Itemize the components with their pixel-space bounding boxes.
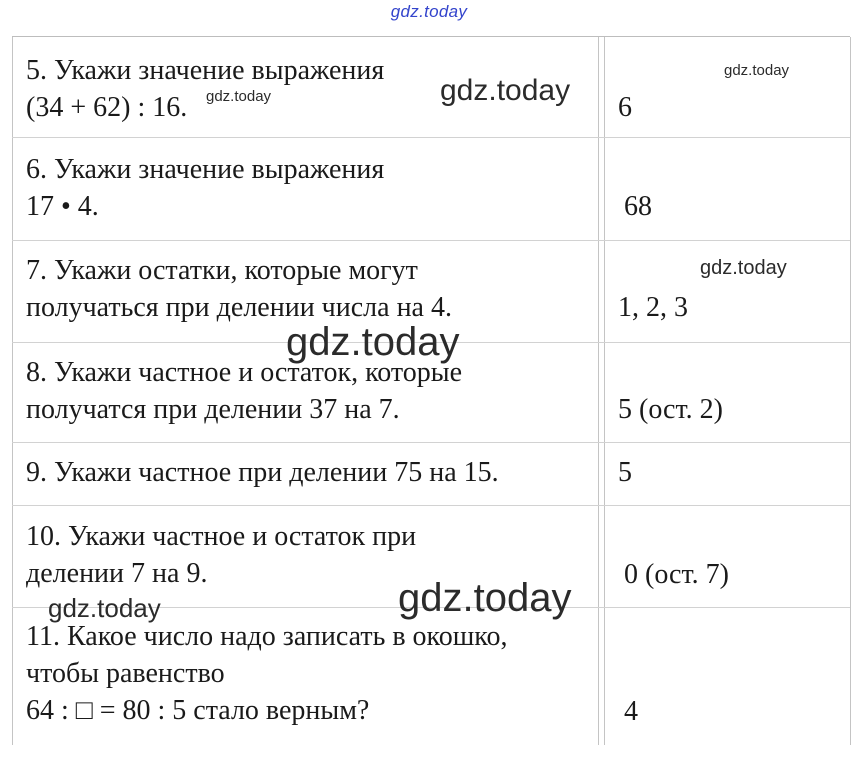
watermark: gdz.today bbox=[700, 257, 787, 279]
answer-cell: 6 bbox=[618, 92, 632, 123]
table-left-border bbox=[12, 37, 13, 745]
question-line: (34 + 62) : 16. bbox=[26, 92, 188, 123]
row-divider bbox=[12, 442, 850, 443]
question-line: получатся при делении 37 на 7. bbox=[26, 394, 400, 425]
table-row-question bbox=[26, 618, 507, 729]
table-row-question bbox=[26, 252, 452, 326]
question-line: 9. Укажи частное при делении 75 на 15. bbox=[26, 457, 499, 488]
answer-cell: 68 bbox=[624, 191, 652, 222]
answer-cell: 0 (ост. 7) bbox=[624, 559, 729, 590]
question-line: чтобы равенство bbox=[26, 658, 225, 689]
question-line: получаться при делении числа на 4. bbox=[26, 292, 452, 323]
question-line: 17 • 4. bbox=[26, 191, 99, 222]
row-divider bbox=[12, 505, 850, 506]
question-line: 10. Укажи частное и остаток при bbox=[26, 521, 417, 552]
watermark: gdz.today bbox=[724, 62, 790, 79]
table-top-border bbox=[12, 36, 850, 37]
watermark: gdz.today bbox=[48, 593, 161, 623]
question-line: 6. Укажи значение выражения bbox=[26, 154, 385, 185]
question-line: 7. Укажи остатки, которые могут bbox=[26, 255, 418, 286]
column-divider-1 bbox=[598, 37, 599, 745]
question-line: 64 : □ = 80 : 5 стало верным? bbox=[26, 695, 370, 726]
row-divider bbox=[12, 240, 850, 241]
column-divider-2 bbox=[604, 37, 605, 745]
question-line: 5. Укажи значение выражения bbox=[26, 55, 385, 86]
table-row-question bbox=[26, 151, 384, 225]
question-line: делении 7 на 9. bbox=[26, 558, 208, 589]
top-watermark: gdz.today bbox=[390, 2, 468, 21]
row-divider bbox=[12, 137, 850, 138]
watermark: gdz.today bbox=[398, 576, 572, 620]
table-row-question bbox=[26, 518, 416, 592]
watermark: gdz.today bbox=[286, 320, 460, 364]
answer-cell: 1, 2, 3 bbox=[618, 292, 688, 323]
question-line: 11. Какое число надо записать в окошко, bbox=[26, 621, 508, 652]
answer-cell: 4 bbox=[624, 696, 638, 727]
table-right-border bbox=[850, 37, 851, 745]
watermark: gdz.today bbox=[206, 88, 272, 105]
answer-cell: 5 bbox=[618, 457, 632, 488]
answer-cell: 5 (ост. 2) bbox=[618, 394, 723, 425]
watermark: gdz.today bbox=[440, 74, 571, 107]
table-row-question bbox=[26, 454, 499, 491]
question-line: 8. Укажи частное и остаток, которые bbox=[26, 357, 463, 388]
table-row-question bbox=[26, 354, 462, 428]
